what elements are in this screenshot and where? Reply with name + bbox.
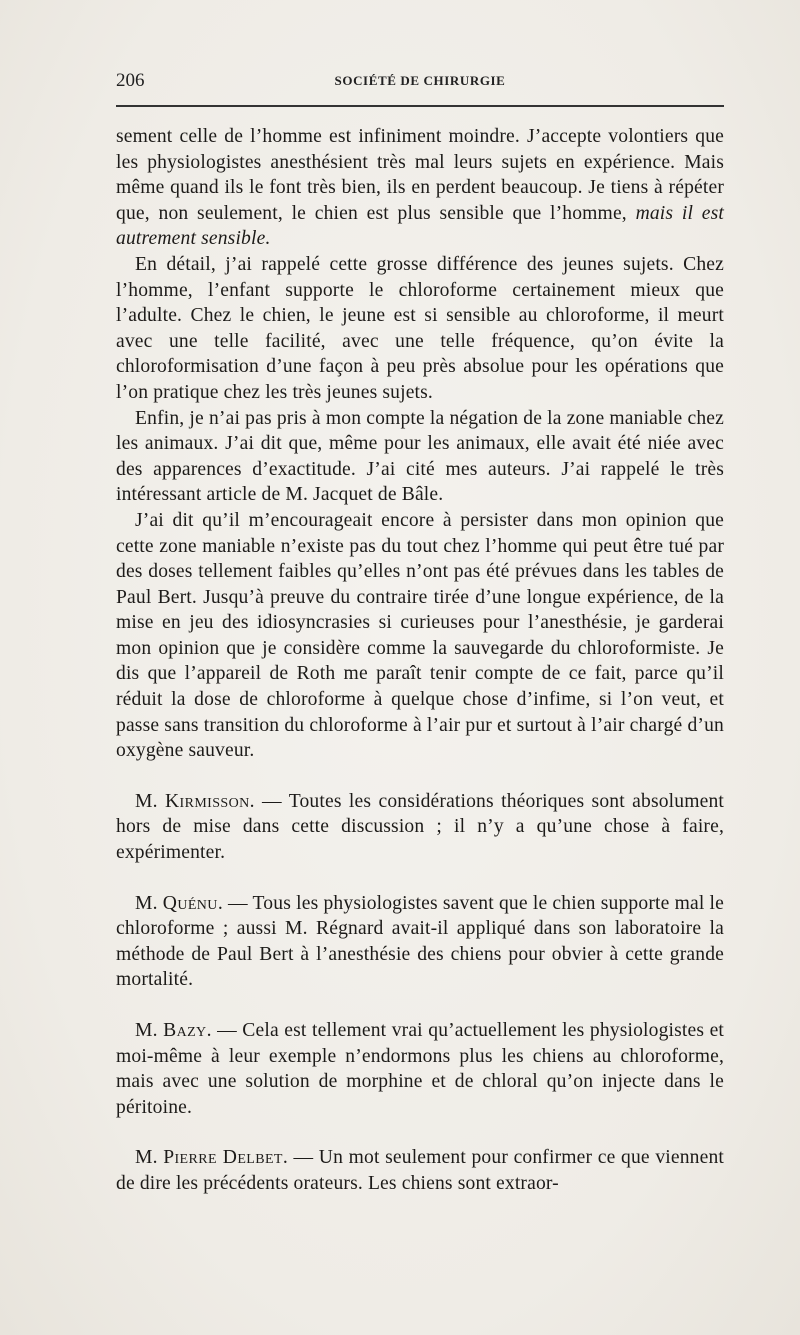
body-text bbox=[116, 124, 724, 1197]
page-number: 206 bbox=[116, 70, 145, 91]
intervention-kirmisson bbox=[116, 789, 724, 866]
speaker-prefix: M. bbox=[135, 1020, 164, 1041]
paragraph: Enfin, je n’ai pas pris à mon compte la négation de la zone maniable chez les animaux. J’ai dit que, même pour les animaux, elle avait été niée avec des apparences d’exactitude. J’ai cité mes auteurs. J’ai rappelé le très intéressant article de M. Jacquet de Bâle. bbox=[116, 407, 724, 506]
paragraph-continuation bbox=[116, 124, 724, 252]
intervention-text: . — Un mot seulement pour confirmer ce que viennent de dire les précédents orateurs. Les chiens sont extraor- bbox=[116, 1147, 724, 1194]
italic-emphasis: mais il est autrement sensible. bbox=[116, 202, 724, 250]
intervention-delbet bbox=[116, 1145, 724, 1196]
paragraph: En détail, j’ai rappelé cette grosse différence des jeunes sujets. Chez l’homme, l’enfant supporte le chloroforme certainement mieux que l’adulte. Chez le chien, le jeune est si sensible au chloroforme, il meurt avec une telle facilité, avec une telle fréquence, qu’on évite la chloroformisation d’une façon à peu près absolue pour les opérations que l’on pratique chez les très jeunes sujets. bbox=[116, 253, 724, 403]
speaker-name: Bazy bbox=[163, 1020, 207, 1041]
intervention-bazy bbox=[116, 1018, 724, 1120]
running-head: SOCIÉTÉ DE CHIRURGIE bbox=[334, 73, 506, 88]
intervention-text: . — Cela est tellement vrai qu’actuellement les physiologistes et moi-même à leur exemple n’endormons plus les chiens au chloroforme, mais avec une solution de morphine et de chloral qu’on injecte dans le péritoine. bbox=[116, 1020, 725, 1118]
speaker-name: Quénu bbox=[162, 892, 218, 914]
speaker-prefix: M. bbox=[135, 892, 163, 914]
header-rule bbox=[116, 105, 724, 107]
page-header bbox=[116, 64, 724, 104]
speaker-prefix: M. bbox=[135, 790, 165, 812]
intervention-text: . — Toutes les considérations théoriques sont absolument hors de mise dans cette discussion ; il n’y a qu’une chose à faire, expérimenter. bbox=[116, 790, 724, 864]
paragraph-text: sement celle de l’homme est infiniment moindre. J’accepte volontiers que les physiologistes anesthésient très mal leurs sujets en expérience. Mais même quand ils le font très bien, ils en perdent beaucoup. Je tiens à répéter que, non seulement, le chien est plus sensible que l’homme, bbox=[116, 126, 724, 224]
paragraph: J’ai dit qu’il m’encourageait encore à persister dans mon opinion que cette zone maniable n’existe pas du tout chez l’homme qui peut être tué par des doses tellement faibles qu’elles n’ont pas été prévues dans les tables de Paul Bert. Jusqu’à preuve du contraire tirée d’une longue expérience, de la mise en jeu des idiosyncrasies si curieuses pour l’anesthésie, je garderai mon opinion que je considère comme la sauvegarde du chloroformiste. Je dis que l’appareil de Roth me paraît tenir compte de ce fait, parce qu’il réduit la dose de chloroforme à quelque chose d’infime, si l’on veut, et passe sans transition du chloroforme à l’air pur et surtout à l’air chargé d’un oxygène sauveur. bbox=[116, 509, 724, 762]
speaker-name: Pierre Delbet bbox=[163, 1147, 283, 1169]
speaker-prefix: M. bbox=[135, 1147, 164, 1169]
speaker-name: Kirmisson bbox=[164, 790, 250, 812]
intervention-quenu bbox=[116, 891, 724, 993]
intervention-text: . — Tous les physiologistes savent que le chien supporte mal le chloroforme ; aussi M. Régnard avait-il appliqué dans son laboratoire la méthode de Paul Bert à l’anesthésie des chiens pour obvier à cette grande mortalité. bbox=[116, 892, 725, 991]
